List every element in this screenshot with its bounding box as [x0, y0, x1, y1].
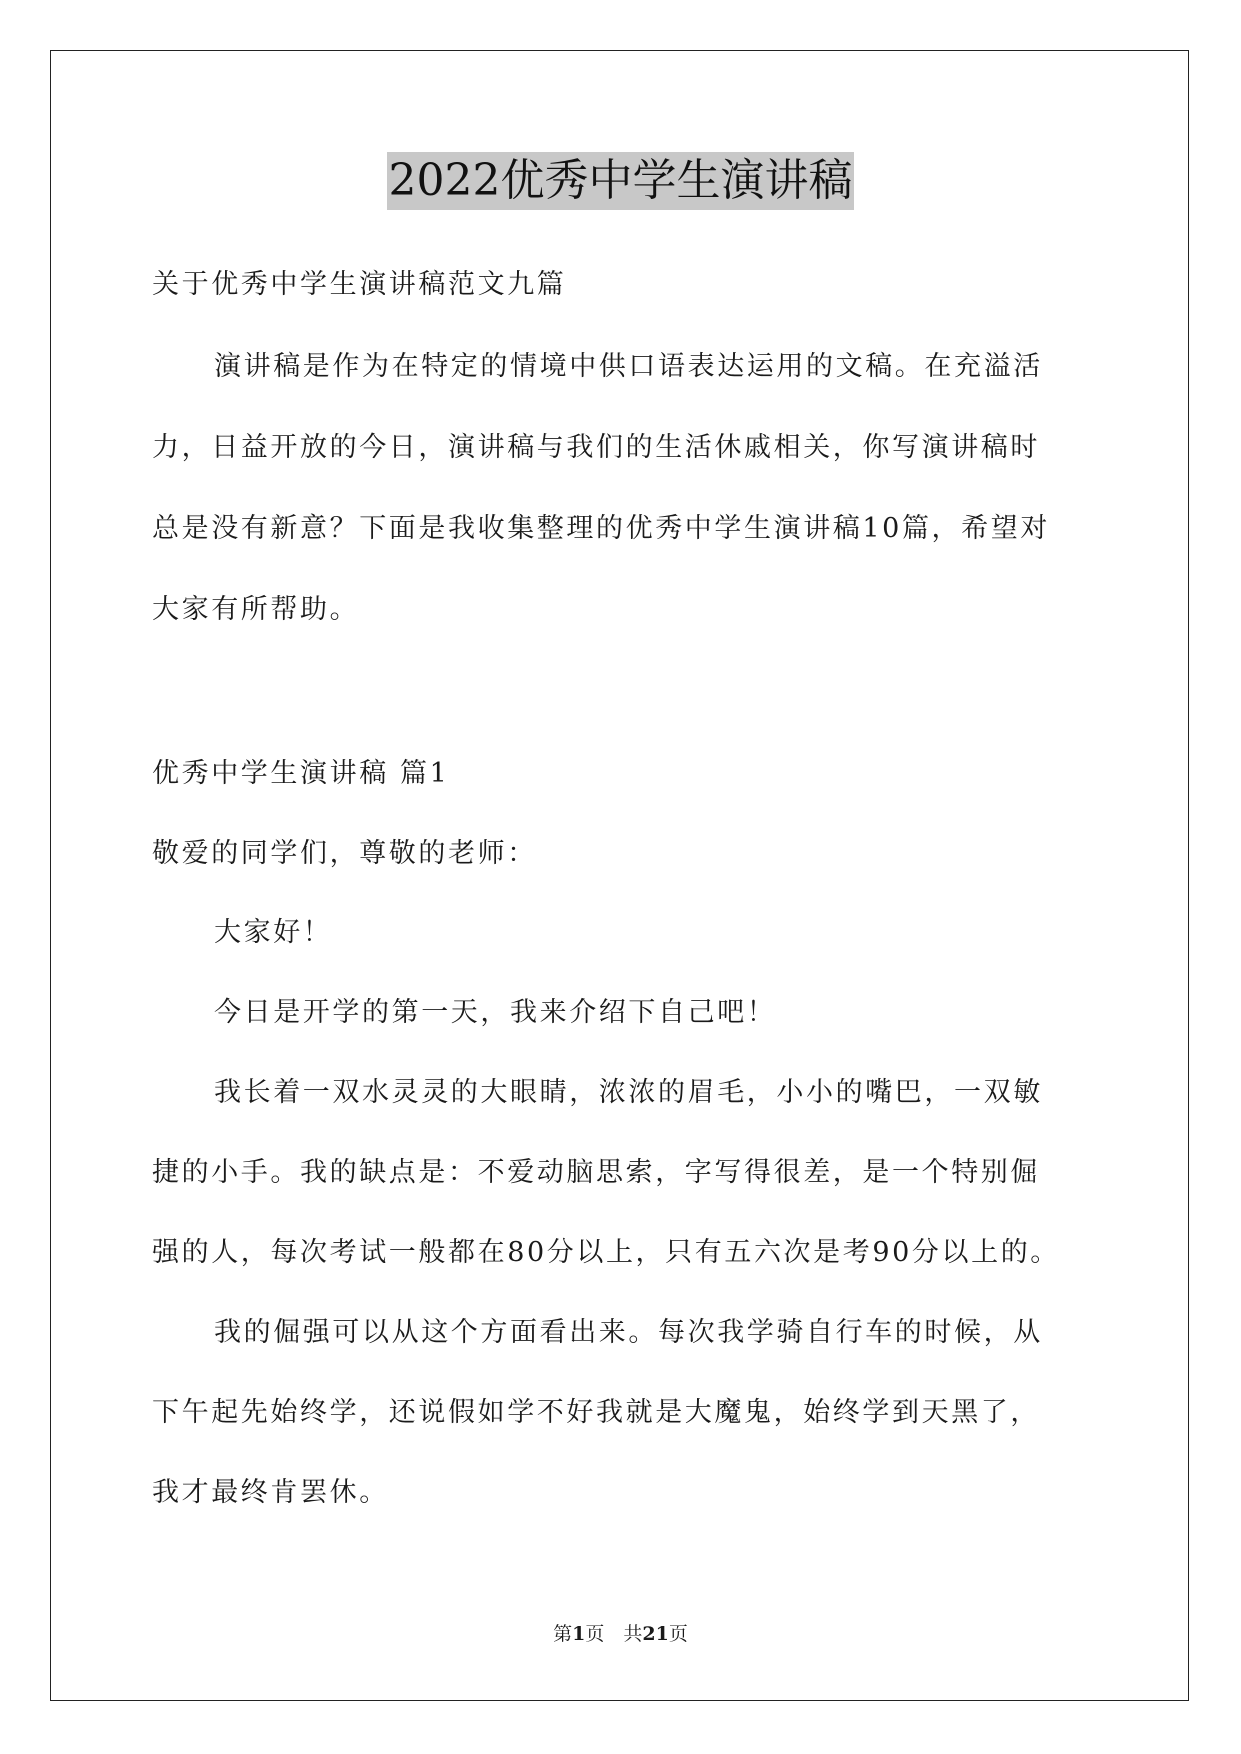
intro-line-2: 力，日益开放的今日，演讲稿与我们的生活休戚相关，你写演讲稿时	[152, 432, 1040, 463]
total-page-number: 21	[642, 1623, 669, 1645]
paragraph-3-line-2: 下午起先始终学，还说假如学不好我就是大魔鬼，始终学到天黑了，	[152, 1397, 1040, 1428]
paragraph-2-line-2: 捷的小手。我的缺点是：不爱动脑思索，字写得很差，是一个特别倔	[152, 1157, 1040, 1188]
intro-line-3: 总是没有新意？下面是我收集整理的优秀中学生演讲稿10篇，希望对	[152, 513, 1050, 544]
paragraph-2-line-3: 强的人，每次考试一般都在80分以上，只有五六次是考90分以上的。	[152, 1237, 1060, 1268]
greeting: 大家好！	[214, 917, 333, 948]
salutation: 敬爱的同学们，尊敬的老师：	[152, 838, 537, 869]
intro-line-1: 演讲稿是作为在特定的情境中供口语表达运用的文稿。在充溢活	[214, 351, 1043, 382]
document-subtitle: 关于优秀中学生演讲稿范文九篇	[152, 269, 567, 300]
footer-prefix: 第	[553, 1623, 573, 1645]
paragraph-3-line-1: 我的倔强可以从这个方面看出来。每次我学骑自行车的时候，从	[214, 1317, 1043, 1348]
current-page-number: 1	[572, 1623, 586, 1645]
footer-suffix: 页	[668, 1623, 688, 1645]
page-footer	[0, 1622, 1241, 1646]
paragraph-2-line-1: 我长着一双水灵灵的大眼睛，浓浓的眉毛，小小的嘴巴，一双敏	[214, 1077, 1043, 1108]
paragraph-3-line-3: 我才最终肯罢休。	[152, 1477, 389, 1508]
intro-line-4: 大家有所帮助。	[152, 594, 360, 625]
title-container	[0, 152, 1241, 210]
section-heading: 优秀中学生演讲稿 篇1	[152, 758, 450, 789]
document-title: 2022优秀中学生演讲稿	[387, 152, 855, 210]
footer-mid: 页 共	[585, 1623, 643, 1645]
paragraph-1: 今日是开学的第一天，我来介绍下自己吧！	[214, 997, 777, 1028]
